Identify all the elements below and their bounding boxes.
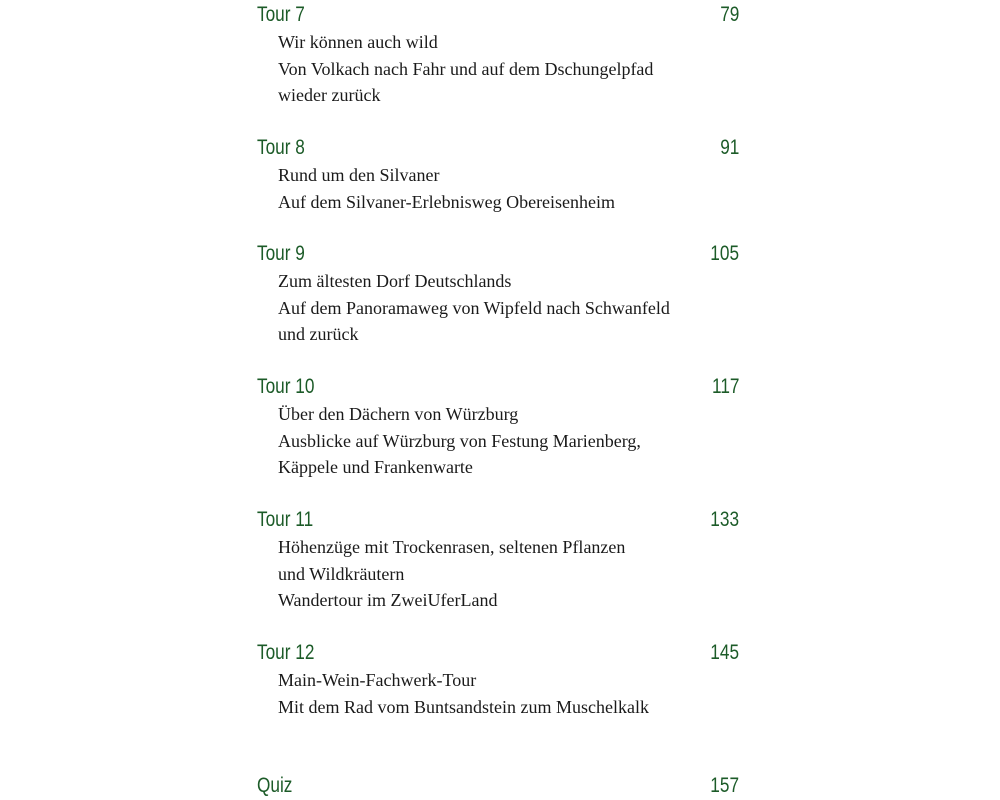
- toc-entry-page-number: 91: [719, 136, 739, 159]
- toc-entry-page-number: 117: [711, 375, 739, 398]
- toc-entry-description: [278, 162, 615, 215]
- toc-entry-label: Tour 11: [257, 508, 314, 531]
- toc-entry-line: Main-Wein-Fachwerk-Tour: [278, 670, 477, 690]
- toc-entry-page-number: 105: [710, 242, 739, 265]
- toc-entry-line: und Wildkräutern: [278, 563, 405, 584]
- toc-entry-line: Wandertour im ZweiUferLand: [278, 590, 498, 610]
- toc-entry-label: Tour 12: [257, 641, 315, 664]
- toc-entry-line: Zum ältesten Dorf Deutschlands: [278, 271, 512, 291]
- toc-entry-line: Käppele und Frankenwarte: [278, 457, 473, 477]
- toc-entry-line: Auf dem Panoramaweg von Wipfeld nach Schwanfeld: [278, 297, 670, 318]
- toc-entry-description: [278, 268, 670, 348]
- toc-entry-label: Tour 10: [257, 375, 315, 398]
- toc-entry-description: [278, 29, 653, 109]
- toc-entry-line: Von Volkach nach Fahr und auf dem Dschungelpfad: [278, 58, 654, 79]
- toc-entry-label: Tour 9: [257, 242, 305, 265]
- toc-entry-label: Quiz: [257, 774, 293, 797]
- toc-entry-description: [278, 534, 625, 614]
- toc-entry-line: Rund um den Silvaner: [278, 165, 440, 185]
- toc-entry-page-number: 133: [710, 508, 739, 531]
- toc-entry-line: wieder zurück: [278, 85, 381, 105]
- toc-entry-page-number: 79: [719, 3, 739, 26]
- toc-entry-label: Tour 8: [257, 136, 305, 159]
- toc-entry-line: Mit dem Rad vom Buntsandstein zum Muschelkalk: [278, 696, 649, 717]
- toc-entry-line: Über den Dächern von Würzburg: [278, 404, 519, 424]
- toc-entry-line: Ausblicke auf Würzburg von Festung Marienberg,: [278, 430, 641, 451]
- toc-entry-line: Auf dem Silvaner-Erlebnisweg Obereisenheim: [278, 191, 616, 212]
- toc-entry-description: [278, 667, 649, 720]
- toc-entry-label: Tour 7: [257, 3, 305, 26]
- toc-entry-line: Wir können auch wild: [278, 32, 438, 52]
- toc-entry-description: [278, 401, 641, 481]
- toc-entry-page-number: 145: [710, 641, 739, 664]
- toc-entry-line: Höhenzüge mit Trockenrasen, seltenen Pflanzen: [278, 537, 626, 557]
- toc-entry-line: und zurück: [278, 324, 359, 344]
- toc-entry-page-number: 157: [710, 774, 739, 797]
